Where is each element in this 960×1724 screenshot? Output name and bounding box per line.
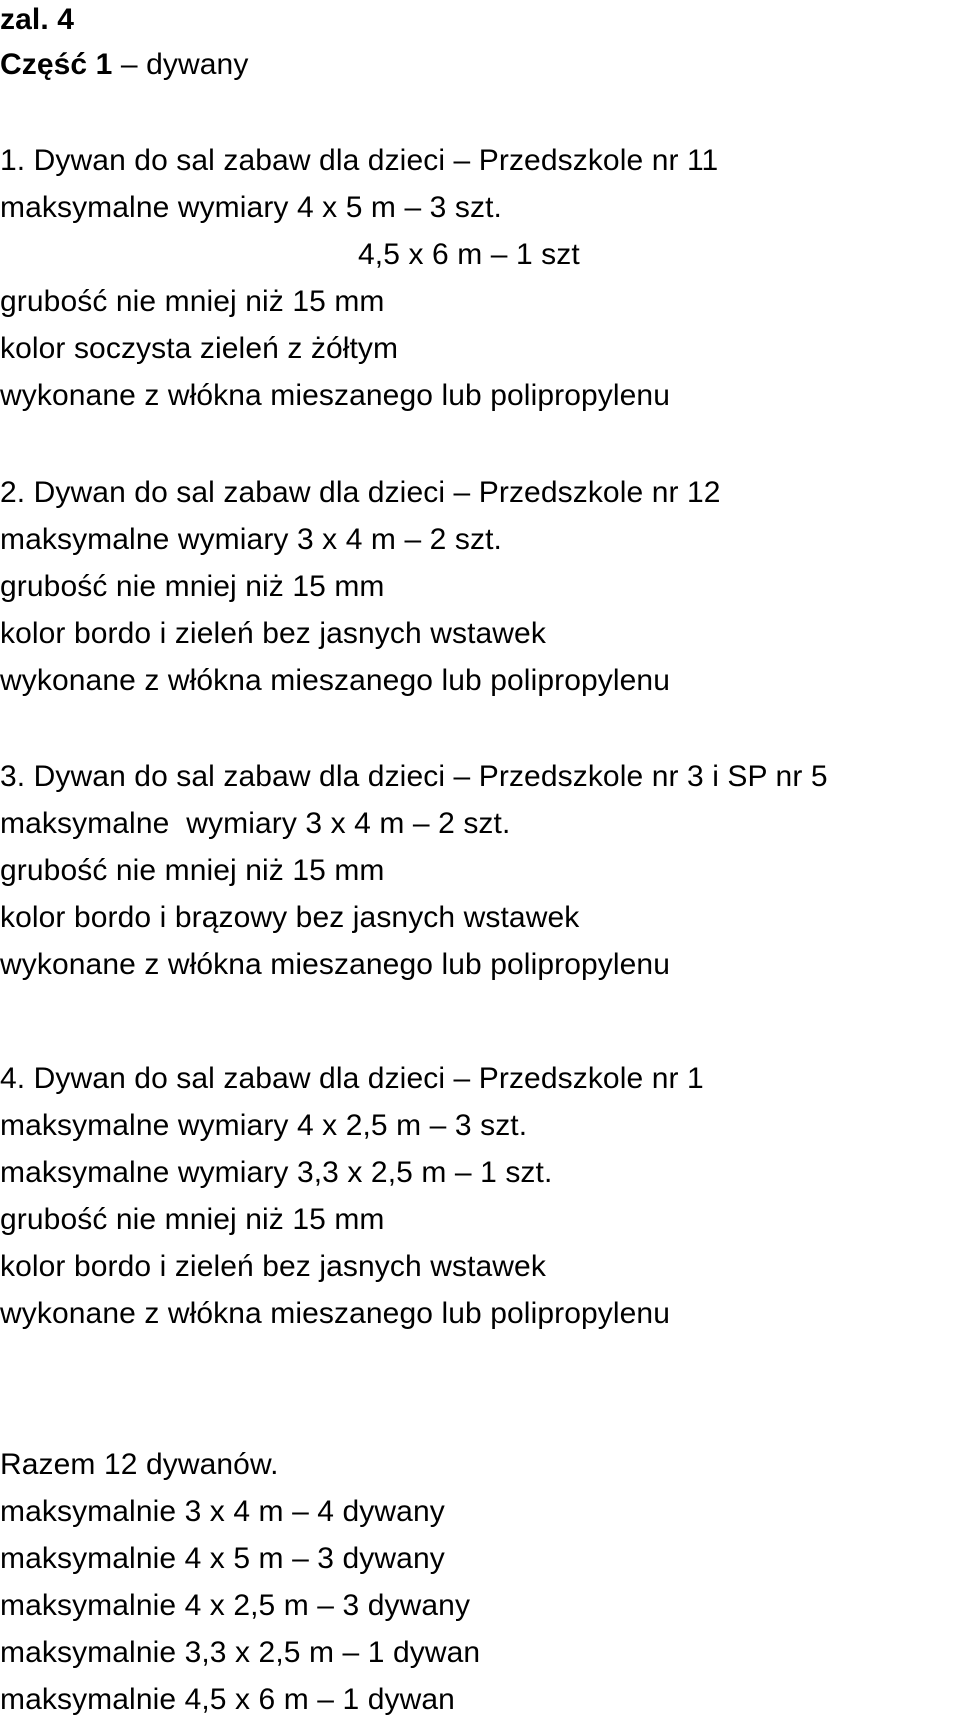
- item-3-color: kolor bordo i brązowy bez jasnych wstawek: [0, 901, 580, 934]
- summary-line-2: maksymalnie 4 x 5 m – 3 dywany: [0, 1542, 445, 1575]
- item-2-thickness: grubość nie mniej niż 15 mm: [0, 570, 385, 603]
- item-2-dimensions: maksymalne wymiary 3 x 4 m – 2 szt.: [0, 523, 502, 556]
- item-1-dimensions: maksymalne wymiary 4 x 5 m – 3 szt.: [0, 191, 502, 224]
- summary-line-4: maksymalnie 3,3 x 2,5 m – 1 dywan: [0, 1636, 481, 1669]
- item-3-material: wykonane z włókna mieszanego lub polipropylenu: [0, 948, 671, 981]
- item-1-color: kolor soczysta zieleń z żółtym: [0, 332, 399, 365]
- summary-line-3: maksymalnie 4 x 2,5 m – 3 dywany: [0, 1589, 471, 1622]
- item-2-color: kolor bordo i zieleń bez jasnych wstawek: [0, 617, 546, 650]
- item-1-title: 1. Dywan do sal zabaw dla dzieci – Przedszkole nr 11: [0, 144, 719, 177]
- part-heading-rest: – dywany: [112, 48, 249, 81]
- item-2-title: 2. Dywan do sal zabaw dla dzieci – Przedszkole nr 12: [0, 476, 721, 509]
- item-3-thickness: grubość nie mniej niż 15 mm: [0, 854, 385, 887]
- item-1-thickness: grubość nie mniej niż 15 mm: [0, 285, 385, 318]
- item-4-material: wykonane z włókna mieszanego lub polipropylenu: [0, 1297, 671, 1330]
- summary-line-1: maksymalnie 3 x 4 m – 4 dywany: [0, 1495, 445, 1528]
- item-4-dimensions-2: maksymalne wymiary 3,3 x 2,5 m – 1 szt.: [0, 1156, 553, 1189]
- part-heading-bold: Część 1: [0, 48, 113, 81]
- attachment-label: zal. 4: [0, 3, 74, 36]
- item-4-title: 4. Dywan do sal zabaw dla dzieci – Przedszkole nr 1: [0, 1062, 704, 1095]
- summary-total: Razem 12 dywanów.: [0, 1448, 279, 1481]
- item-4-color: kolor bordo i zieleń bez jasnych wstawek: [0, 1250, 546, 1283]
- item-4-thickness: grubość nie mniej niż 15 mm: [0, 1203, 385, 1236]
- item-3-dimensions: maksymalne wymiary 3 x 4 m – 2 szt.: [0, 807, 511, 840]
- item-1-dimensions-extra: 4,5 x 6 m – 1 szt: [358, 238, 580, 271]
- item-2-material: wykonane z włókna mieszanego lub polipropylenu: [0, 664, 671, 697]
- summary-line-5: maksymalnie 4,5 x 6 m – 1 dywan: [0, 1683, 455, 1716]
- item-1-material: wykonane z włókna mieszanego lub polipropylenu: [0, 379, 671, 412]
- item-3-title: 3. Dywan do sal zabaw dla dzieci – Przedszkole nr 3 i SP nr 5: [0, 760, 828, 793]
- item-4-dimensions-1: maksymalne wymiary 4 x 2,5 m – 3 szt.: [0, 1109, 528, 1142]
- part-heading: [0, 47, 248, 83]
